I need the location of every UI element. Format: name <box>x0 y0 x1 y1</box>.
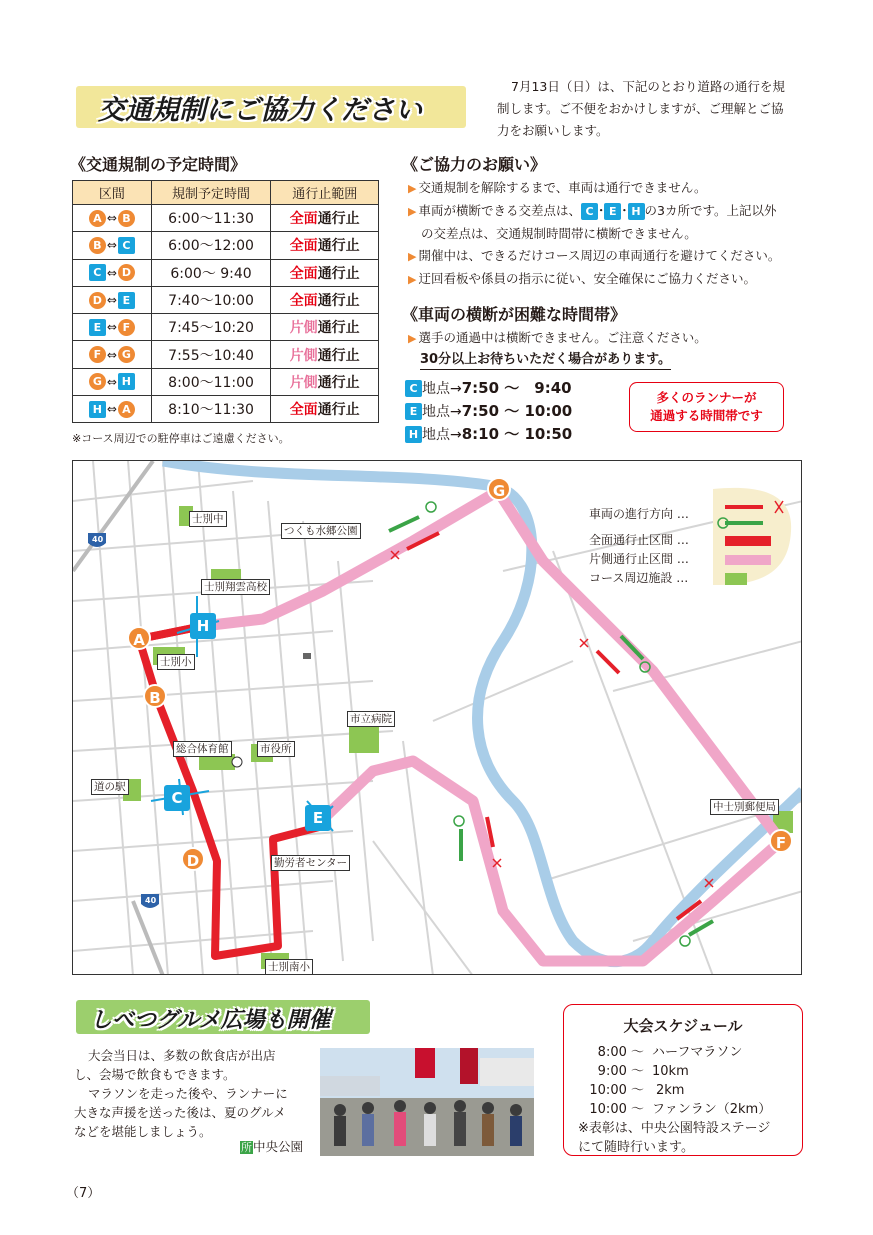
section-cell: F ⇔ G <box>73 341 152 368</box>
label-post-office: 中士別郵便局 <box>710 799 779 815</box>
course-map <box>72 460 802 975</box>
intro-line: 制します。ご不便をおかけしますが、ご理解とご協 <box>497 101 784 116</box>
label-shibetsu-elem: 士別小 <box>157 654 195 670</box>
race-schedule-rows <box>578 1043 771 1157</box>
schedule-row: 10:00 ～ 2km <box>589 1083 685 1098</box>
range-cell: 全面通行止 <box>271 232 379 259</box>
route-40-label: 40 <box>92 535 104 544</box>
legend-direction: 車両の進行方向 … <box>589 507 689 521</box>
page-number: （7） <box>66 1186 101 1201</box>
request-item: ▶ 開催中は、できるだけコース周辺の車両通行を避けてください。 <box>408 248 781 263</box>
triangle-icon: ▶ <box>408 250 417 263</box>
schedule-row: 10:00 ～ ファンラン（2km） <box>589 1102 772 1117</box>
section-cell: A ⇔ B <box>73 205 152 232</box>
point-c-badge: C <box>581 203 598 220</box>
section-cell: G ⇔ H <box>73 368 152 395</box>
range-cell: 片側通行止 <box>271 314 379 341</box>
range-cell: 片側通行止 <box>271 341 379 368</box>
legend-half: 片側通行止区間 … <box>589 552 689 566</box>
request-item: ▶ 車両が横断できる交差点は、 C ･ E ･ H の3カ所です。上記以外 <box>408 203 777 218</box>
crossing-line1: ▶ 選手の通過中は横断できません。ご注意ください。 <box>408 330 707 345</box>
race-schedule-box <box>563 1004 803 1156</box>
table-row <box>73 341 379 368</box>
label-south-elem: 士別南小 <box>265 959 313 975</box>
label-city-hall: 市役所 <box>257 741 295 757</box>
map-point-b: B <box>143 684 167 708</box>
map-point-a: A <box>127 626 151 650</box>
schedule-note: ※表彰は、中央公園特設ステージ <box>578 1121 771 1136</box>
time-cell: 6:00～ 9:40 <box>151 259 271 286</box>
map-svg <box>73 461 802 975</box>
col-header-range: 通行止範囲 <box>271 181 379 205</box>
gourmet-body: 大会当日は、多数の飲食店が出店 し、会場で飲食もできます。 マラソンを走った後や、ランナーに 大きな声援を送った後は、夏のグルメ などを堪能しましょう。 <box>74 1048 288 1139</box>
legend-full: 全面通行止区間 … <box>589 533 689 547</box>
table-title: 《交通規制の予定時間》 <box>70 155 247 174</box>
triangle-icon: ▶ <box>408 332 417 345</box>
crossing-row: E 地点→7:50 ～ 10:00 <box>405 400 572 423</box>
section-cell: B ⇔ C <box>73 232 152 259</box>
request-item: ▶ 交通規制を解除するまで、車両は通行できません。 <box>408 180 707 195</box>
regulation-table <box>72 180 379 423</box>
crossing-row: C 地点→7:50 ～ 9:40 <box>405 377 572 400</box>
point-h-badge: H <box>628 203 645 220</box>
section-cell: D ⇔ E <box>73 286 152 313</box>
map-point-h: H <box>190 613 216 639</box>
gourmet-place: 所中央公園 <box>241 1139 304 1154</box>
race-schedule-title: 大会スケジュール <box>623 1017 743 1035</box>
request-title: 《ご協力のお願い》 <box>402 155 547 174</box>
crossing-line2: 30分以上お待ちいただく場合があります。 <box>420 351 671 370</box>
table-note: ※コース周辺での駐停車はご遠慮ください。 <box>72 432 290 445</box>
route-40-label: 40 <box>145 896 157 905</box>
crossing-title: 《車両の横断が困難な時間帯》 <box>402 305 627 324</box>
gourmet-title: しべつグルメ広場も開催 <box>90 1008 331 1033</box>
runner-callout: 多くのランナーが 通過する時間帯です <box>629 382 784 432</box>
map-point-f: F <box>769 829 793 853</box>
map-point-g: G <box>487 477 511 501</box>
map-point-d: D <box>181 847 205 871</box>
point-e-badge: E <box>604 203 621 220</box>
table-row <box>73 368 379 395</box>
crossing-row: H 地点→8:10 ～ 10:50 <box>405 423 572 446</box>
table-row <box>73 286 379 313</box>
section-cell: H ⇔ A <box>73 396 152 423</box>
page-title: 交通規制にご協力ください <box>98 95 422 126</box>
table-row <box>73 396 379 423</box>
section-cell: C ⇔ D <box>73 259 152 286</box>
triangle-icon: ▶ <box>408 205 417 218</box>
schedule-note: にて随時行います。 <box>578 1140 694 1155</box>
intro-line: 力をお願いします。 <box>497 123 609 138</box>
time-cell: 8:00～11:00 <box>151 368 271 395</box>
col-header-time: 規制予定時間 <box>151 181 271 205</box>
range-cell: 全面通行止 <box>271 286 379 313</box>
label-shoun-high: 士別翔雲高校 <box>201 579 270 595</box>
time-cell: 8:10～11:30 <box>151 396 271 423</box>
time-cell: 7:40～10:00 <box>151 286 271 313</box>
schedule-row: 9:00 ～ 10km <box>597 1064 689 1079</box>
place-icon: 所 <box>241 1141 252 1154</box>
table-row <box>73 205 379 232</box>
range-cell: 全面通行止 <box>271 205 379 232</box>
range-cell: 全面通行止 <box>271 259 379 286</box>
time-cell: 6:00～11:30 <box>151 205 271 232</box>
triangle-icon: ▶ <box>408 273 417 286</box>
legend-facility: コース周辺施設 … <box>589 571 689 585</box>
table-row <box>73 314 379 341</box>
range-cell: 片側通行止 <box>271 368 379 395</box>
time-cell: 7:55～10:40 <box>151 341 271 368</box>
section-cell: E ⇔ F <box>73 314 152 341</box>
gourmet-photo <box>320 1048 534 1156</box>
map-point-e: E <box>305 805 331 831</box>
intro-text <box>497 76 817 142</box>
request-list <box>408 177 818 291</box>
table-row <box>73 259 379 286</box>
label-workers-center: 勤労者センター <box>271 855 350 871</box>
label-city-hospital: 市立病院 <box>347 711 395 727</box>
request-item: ▶ 迂回看板や係員の指示に従い、安全確保にご協力ください。 <box>408 271 756 286</box>
time-cell: 7:45～10:20 <box>151 314 271 341</box>
crossing-times <box>405 377 572 446</box>
schedule-row: 8:00 ～ ハーフマラソン <box>597 1045 743 1060</box>
table-row <box>73 232 379 259</box>
label-michi-no-eki: 道の駅 <box>91 779 129 795</box>
intro-line: 7月13日（日）は、下記のとおり道路の通行を規 <box>511 79 785 94</box>
time-cell: 6:00～12:00 <box>151 232 271 259</box>
triangle-icon: ▶ <box>408 182 417 195</box>
label-tsukumo-park: つくも水郷公園 <box>281 523 361 539</box>
map-point-c: C <box>164 785 190 811</box>
label-shibetsu-chu: 士別中 <box>189 511 227 527</box>
col-header-section: 区間 <box>73 181 152 205</box>
range-cell: 全面通行止 <box>271 396 379 423</box>
request-item-cont: の交差点は、交通規制時間帯に横断できません。 <box>421 226 697 241</box>
label-gym: 総合体育館 <box>173 741 232 757</box>
